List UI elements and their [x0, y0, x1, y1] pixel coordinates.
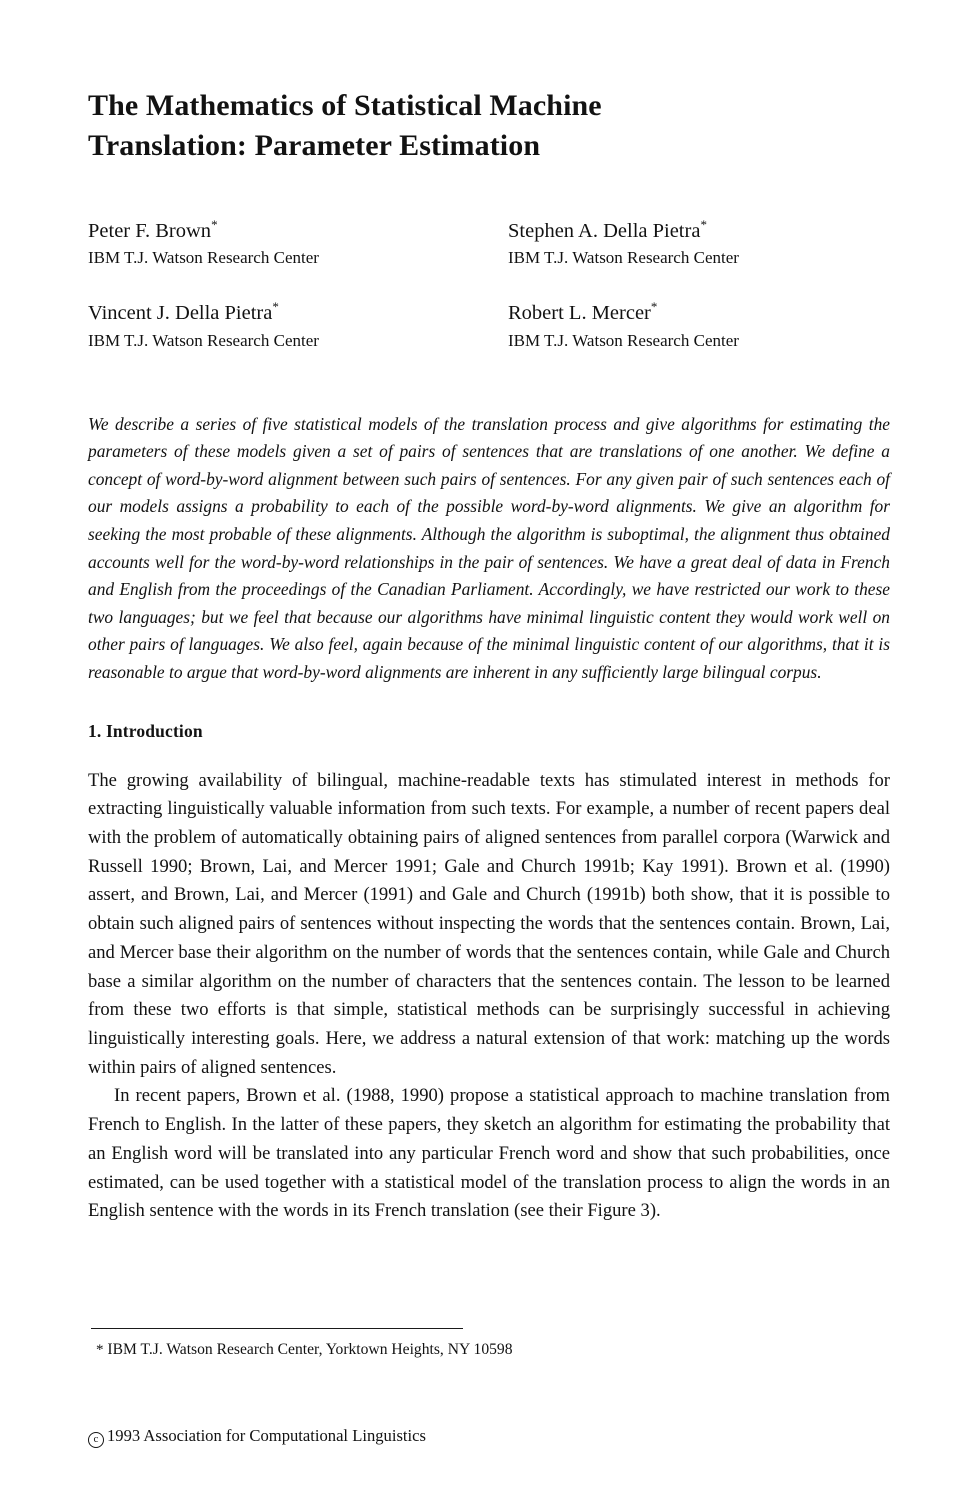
author-name: [508, 218, 888, 246]
author-footnote-marker: *: [211, 216, 218, 232]
author-footnote-marker: *: [700, 216, 707, 232]
author-footnote-marker: *: [272, 299, 279, 315]
paragraph: The growing availability of bilingual, machine-readable texts has stimulated interest in methods for extracting linguistically valuable information from such texts. For example, a number of recent papers deal with the problem of automatically obtaining pairs of aligned sentences from parallel corpora (Warwick and Russell 1990; Brown, Lai, and Mercer 1991; Gale and Church 1991b; Kay 1991). Brown et al. (1990) assert, and Brown, Lai, and Mercer (1991) and Gale and Church (1991b) both show, that it is possible to obtain such aligned pairs of sentences without inspecting the words that the sentences contain. Brown, Lai, and Mercer base their algorithm on the number of words that the sentences contain, while Gale and Church base a similar algorithm on the number of characters that the sentences contain. The lesson to be learned from these two efforts is that simple, statistical methods can be surprisingly successful in achieving linguistically interesting goals. Here, we address a natural extension of that work: matching up the words within pairs of aligned sentences.: [88, 769, 890, 1078]
footnote-marker: *: [96, 1342, 104, 1358]
abstract-text: We describe a series of five statistical models of the translation process and give algorithms for estimating the parameters of these models given a set of pairs of sentences that are translations of one another. We define a concept of word-by-word alignment between such pairs of sentences. For any given pair of such sentences each of our models assigns a probability to each of the possible word-by-word alignments. We give an algorithm for seeking the most probable of these alignments. Although the algorithm is suboptimal, the alignment thus obtained accounts well for the word-by-word relationships in the pair of sentences. We have a great deal of data in French and English from the proceedings of the Canadian Parliament. Accordingly, we have restricted our work to these two languages; but we feel that because our algorithms have minimal linguistic content they would work well on other pairs of languages. We also feel, again because of the minimal linguistic content of our algorithms, that it is reasonable to argue that word-by-word alignments are inherent in any sufficiently large bilingual corpus.: [88, 413, 890, 682]
author-affiliation: IBM T.J. Watson Research Center: [88, 248, 319, 268]
footnote: [88, 1328, 888, 1361]
footnote-divider: [91, 1328, 463, 1329]
author-name: [88, 218, 508, 246]
author-entry-2: [88, 300, 508, 352]
author-name-text: Stephen A. Della Pietra: [508, 219, 701, 242]
author-affiliation: IBM T.J. Watson Research Center: [508, 248, 739, 268]
footnote-text: [88, 1339, 888, 1361]
title-line-1: The Mathematics of Statistical Machine: [88, 89, 602, 122]
section-body-introduction: [88, 767, 890, 1227]
author-affiliation: IBM T.J. Watson Research Center: [508, 330, 739, 350]
section-heading-introduction: 1. Introduction: [88, 720, 203, 741]
author-name-text: Vincent J. Della Pietra: [88, 302, 273, 325]
author-entry-0: [88, 218, 508, 270]
paper-page: [88, 0, 888, 1500]
author-name: [508, 300, 888, 328]
abstract: [88, 411, 890, 687]
author-list: [88, 218, 888, 353]
title-line-2: Translation: Parameter Estimation: [88, 128, 541, 162]
footnote-body: IBM T.J. Watson Research Center, Yorktown Heights, NY 10598: [107, 1341, 513, 1358]
author-affiliation: IBM T.J. Watson Research Center: [88, 330, 319, 350]
author-entry-1: [508, 218, 888, 270]
paragraph: In recent papers, Brown et al. (1988, 1990) propose a statistical approach to machine translation from French to English. In the latter of these papers, they sketch an algorithm for estimating the probability that an English word will be translated into any particular French word and show that such probabilities, once estimated, can be used together with a statistical model of the translation process to align the words in an English sentence with the words in its French translation (see their Figure 3).: [88, 1085, 890, 1222]
author-name: [88, 300, 508, 328]
author-name-text: Robert L. Mercer: [508, 302, 651, 325]
author-entry-3: [508, 300, 888, 352]
copyright-notice: [88, 1424, 426, 1447]
copyright-icon: c: [88, 1432, 104, 1448]
copyright-text: 1993 Association for Computational Linguistics: [107, 1426, 426, 1445]
author-footnote-marker: *: [650, 299, 658, 315]
page-title: [88, 0, 748, 166]
author-name-text: Peter F. Brown: [88, 219, 212, 242]
